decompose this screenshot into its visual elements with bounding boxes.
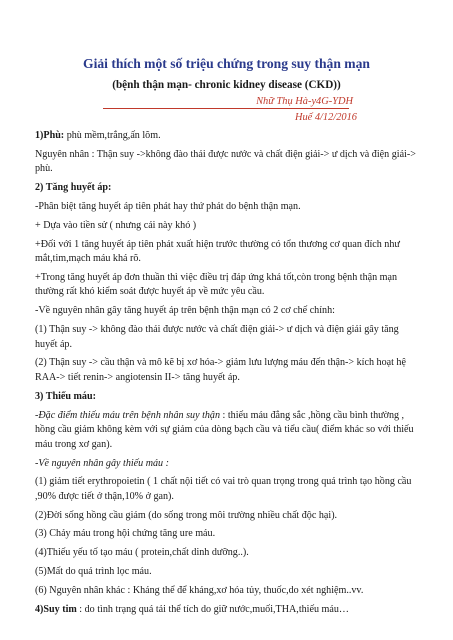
tha-line: (1) Thận suy -> không đào thải được nước và chất điện giải-> ư dịch và điện giải gây tăng huyết áp.	[35, 324, 399, 350]
document-subtitle: (bệnh thận mạn- chronic kidney disease (CKD))	[112, 79, 341, 91]
tha-line: +Trong tăng huyết áp đơn thuần thì việc điều trị đáp ứng khá tốt,còn trong bệnh thận mạn thường rất khó kiểm soát được huyết áp về mức yêu cầu.	[35, 271, 398, 298]
date-line: Huế 4/12/2016	[294, 112, 357, 123]
tha-line: + Dựa vào tiền sử ( nhưng cái này khó )	[35, 219, 197, 231]
thieumau-cause: (3) Chảy máu trong hội chứng tăng ure máu.	[35, 528, 216, 540]
thieumau-feature-text: : thiếu máu đẳng sắc ,hồng cầu bình thường , hồng cầu giảm không kèm với sự giảm của dòng bạch cầu và tiểu cầu( điểm khác so với thiếu máu trong xơ gan).	[35, 409, 414, 450]
section-phu-cause: Nguyên nhân : Thận suy ->không đào thải được nước và chất điện giải-> ư dịch và điện giải-> phù.	[35, 148, 416, 175]
thieumau-cause: (5)Mất do quá trình lọc máu.	[35, 566, 152, 578]
document-body	[35, 129, 423, 621]
thieumau-cause: (2)Đời sống hồng cầu giảm (do sống trong môi trường nhiều chất độc hại).	[35, 509, 338, 521]
section-phu-intro	[35, 129, 423, 144]
tha-line: -Về nguyên nhân gây tăng huyết áp trên bệnh thận mạn có 2 cơ chế chính:	[35, 305, 335, 317]
section-phu-desc: phù mềm,trắng,ấn lõm.	[64, 130, 161, 141]
thieumau-feature	[35, 409, 423, 453]
thieumau-feature-label: -Đặc điểm thiếu máu trên bệnh nhân suy thận	[35, 409, 221, 421]
thieumau-cause: (4)Thiếu yếu tố tạo máu ( protein,chất dinh dưỡng..).	[35, 547, 249, 559]
section-suytim	[35, 603, 423, 618]
document-title: Giải thích một số triệu chứng trong suy thận mạn	[83, 56, 370, 71]
section-heading-phu: 1)Phù:	[35, 130, 65, 141]
signature-rule	[103, 108, 349, 109]
author-line: Nhữ Thụ Hà-y4G-YDH	[256, 96, 353, 107]
thieumau-cause-label: -Về nguyên nhân gây thiếu máu :	[35, 457, 169, 469]
tha-line: +Đối với 1 tăng huyết áp tiên phát xuất hiện trước thường có tổn thương cơ quan đích như mắt,tim,mạch máu khá rõ.	[35, 238, 400, 265]
thieumau-cause: (6) Nguyên nhân khác : Kháng thể để kháng,xơ hóa tủy, thuốc,do xét nghiệm..vv.	[35, 584, 364, 596]
tha-line: (2) Thận suy -> cầu thận và mô kẽ bị xơ hóa-> giảm lưu lượng máu đến thận-> kích hoạt hệ RAA-> tiết renin-> angiotensin II-> tăng huyết áp.	[35, 357, 406, 383]
section-heading-thieumau: 3) Thiếu máu:	[35, 390, 96, 402]
tha-line: -Phân biệt tăng huyết áp tiên phát hay thứ phát do bệnh thận mạn.	[35, 200, 301, 212]
section-suytim-desc: : do tình trạng quá tải thể tích do giữ nước,muối,THA,thiếu máu…	[76, 603, 350, 615]
section-heading-suytim: 4)Suy tim	[35, 603, 77, 615]
section-heading-tha: 2) Tăng huyết áp:	[35, 182, 112, 194]
thieumau-cause: (1) giảm tiết erythropoietin ( 1 chất nội tiết có vai trò quan trọng trong quá trình tạo hồng cầu ,90% được tiết ở thận,10% ở gan).	[35, 476, 412, 502]
